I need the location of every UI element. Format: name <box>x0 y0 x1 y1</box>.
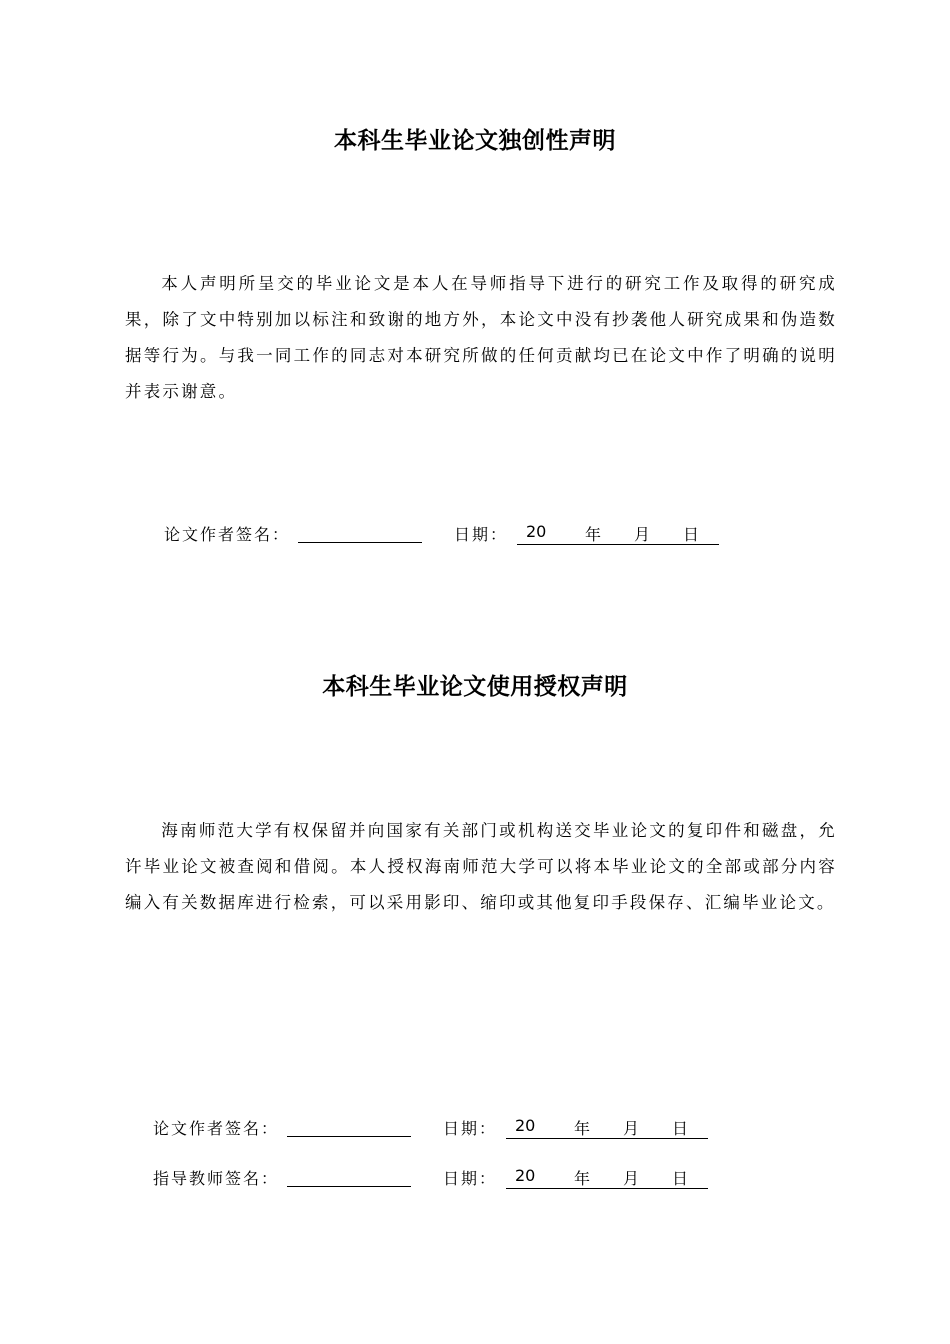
date-year-prefix: 20 <box>515 1116 536 1135</box>
authorization-author-signature-row <box>153 1116 753 1140</box>
author-signature-field[interactable] <box>298 542 422 543</box>
date-month-label: 月 <box>634 525 651 544</box>
date-label: 日期： <box>443 1119 498 1138</box>
date-label: 日期： <box>443 1169 498 1188</box>
date-field[interactable] <box>506 1166 708 1189</box>
date-field[interactable] <box>506 1116 708 1139</box>
date-month-label: 月 <box>623 1119 640 1138</box>
advisor-signature-label: 指导教师签名： <box>153 1169 280 1188</box>
date-year-label: 年 <box>574 1119 591 1138</box>
authorization-body: 海南师范大学有权保留并向国家有关部门或机构送交毕业论文的复印件和磁盘，允许毕业论文被查阅和借阅。本人授权海南师范大学可以将本毕业论文的全部或部分内容编入有关数据库进行检索，可以采用影印、缩印或其他复印手段保存、汇编毕业论文。 <box>125 821 837 912</box>
advisor-signature-field[interactable] <box>287 1186 411 1187</box>
date-day-label: 日 <box>683 525 700 544</box>
date-field[interactable] <box>517 522 719 545</box>
date-label: 日期： <box>454 525 509 544</box>
date-year-prefix: 20 <box>526 522 547 541</box>
originality-body: 本人声明所呈交的毕业论文是本人在导师指导下进行的研究工作及取得的研究成果，除了文中特别加以标注和致谢的地方外，本论文中没有抄袭他人研究成果和伪造数据等行为。与我一同工作的同志对本研究所做的任何贡献均已在论文中作了明确的说明并表示谢意。 <box>125 274 837 401</box>
authorization-advisor-signature-row <box>153 1166 753 1190</box>
originality-author-signature-row <box>164 522 764 546</box>
date-day-label: 日 <box>672 1169 689 1188</box>
authorization-title: 本科生毕业论文使用授权声明 <box>322 674 628 700</box>
author-signature-label: 论文作者签名： <box>164 525 291 544</box>
originality-title: 本科生毕业论文独创性声明 <box>334 128 616 154</box>
date-day-label: 日 <box>672 1119 689 1138</box>
date-year-label: 年 <box>585 525 602 544</box>
date-year-prefix: 20 <box>515 1166 536 1185</box>
date-year-label: 年 <box>574 1169 591 1188</box>
author-signature-label: 论文作者签名： <box>153 1119 280 1138</box>
date-month-label: 月 <box>623 1169 640 1188</box>
author-signature-field[interactable] <box>287 1136 411 1137</box>
